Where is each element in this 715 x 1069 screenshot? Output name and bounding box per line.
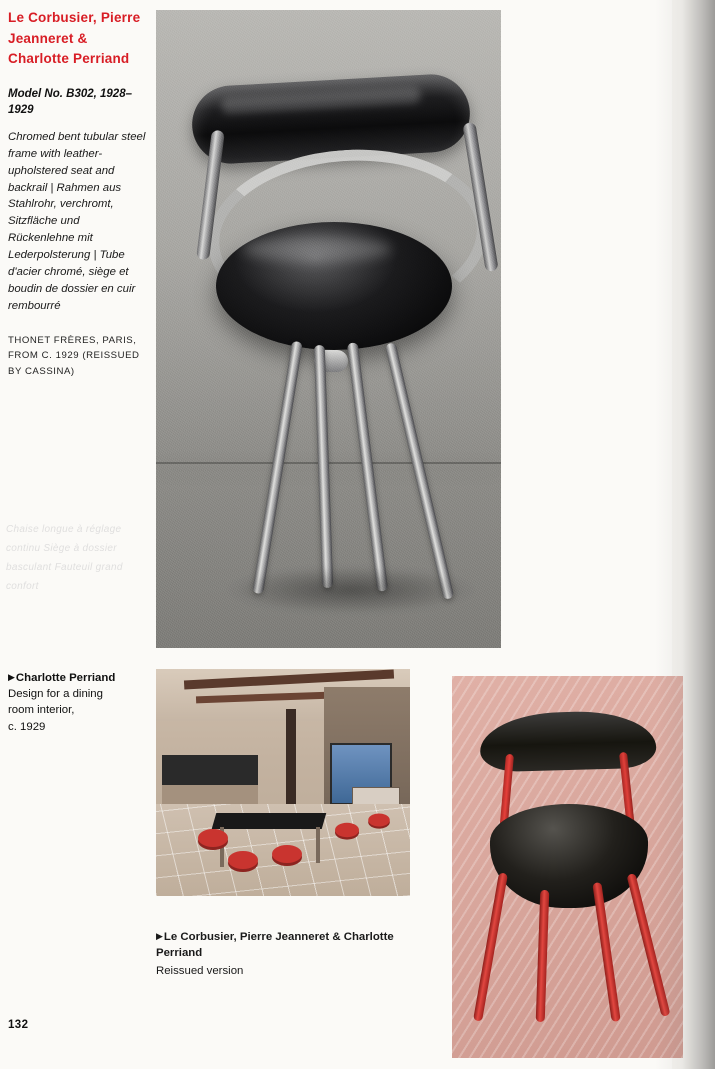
caption-drawing — [8, 670, 148, 735]
triangle-marker-icon: ▶ — [8, 672, 15, 682]
drawing-red-chair — [335, 823, 359, 837]
caption-drawing-heading: Charlotte Perriand — [15, 672, 116, 684]
triangle-marker-icon: ▶ — [156, 931, 163, 941]
drawing-red-chair — [272, 845, 302, 863]
main-photograph — [156, 10, 501, 648]
caption-drawing-line3: c. 1929 — [8, 720, 46, 733]
drawing-red-chair — [228, 851, 258, 869]
caption-drawing-line2: room interior, — [8, 704, 75, 717]
caption-drawing-line1: Design for a dining — [8, 688, 103, 701]
page-number: 132 — [8, 1019, 29, 1031]
caption-bottom — [156, 929, 436, 980]
drawing-table-leg — [316, 827, 320, 863]
reissue-colour-photograph — [452, 676, 683, 1058]
materials-description: Chromed bent tubular steel frame with leather-upholstered seat and backrail | Rahmen aus Stahlrohr, verchromt, Sitzfläche und Rückenlehne mit Lederpolsterung | Tube d'acier chromé, siège et boudin de dossier en cuir rembourré — [8, 130, 146, 312]
caption-bottom-subtitle: Reissued version — [156, 965, 244, 978]
verso-showthrough-text: Chaise longue à réglage continu Siège à dossier basculant Fauteuil grand confort — [6, 524, 123, 592]
manufacturer-credit: THONET FRÈRES, PARIS, FROM C. 1929 (REISSUED BY CASSINA) — [8, 334, 140, 377]
designer-name: Le Corbusier, Pierre Jeanneret & Charlotte Perriand — [8, 10, 141, 67]
caption-bottom-heading: Le Corbusier, Pierre Jeanneret & Charlotte Perriand — [156, 931, 394, 960]
left-text-column — [8, 8, 146, 379]
interior-drawing-figure — [156, 669, 410, 896]
photo-grain-overlay — [156, 10, 501, 648]
drawing-red-chair — [368, 814, 390, 827]
drawing-red-chair — [198, 829, 228, 847]
model-number-and-date: Model No. B302, 1928–1929 — [8, 87, 132, 117]
drawing-dining-table — [212, 813, 327, 829]
drawing-counter-top — [162, 755, 258, 785]
